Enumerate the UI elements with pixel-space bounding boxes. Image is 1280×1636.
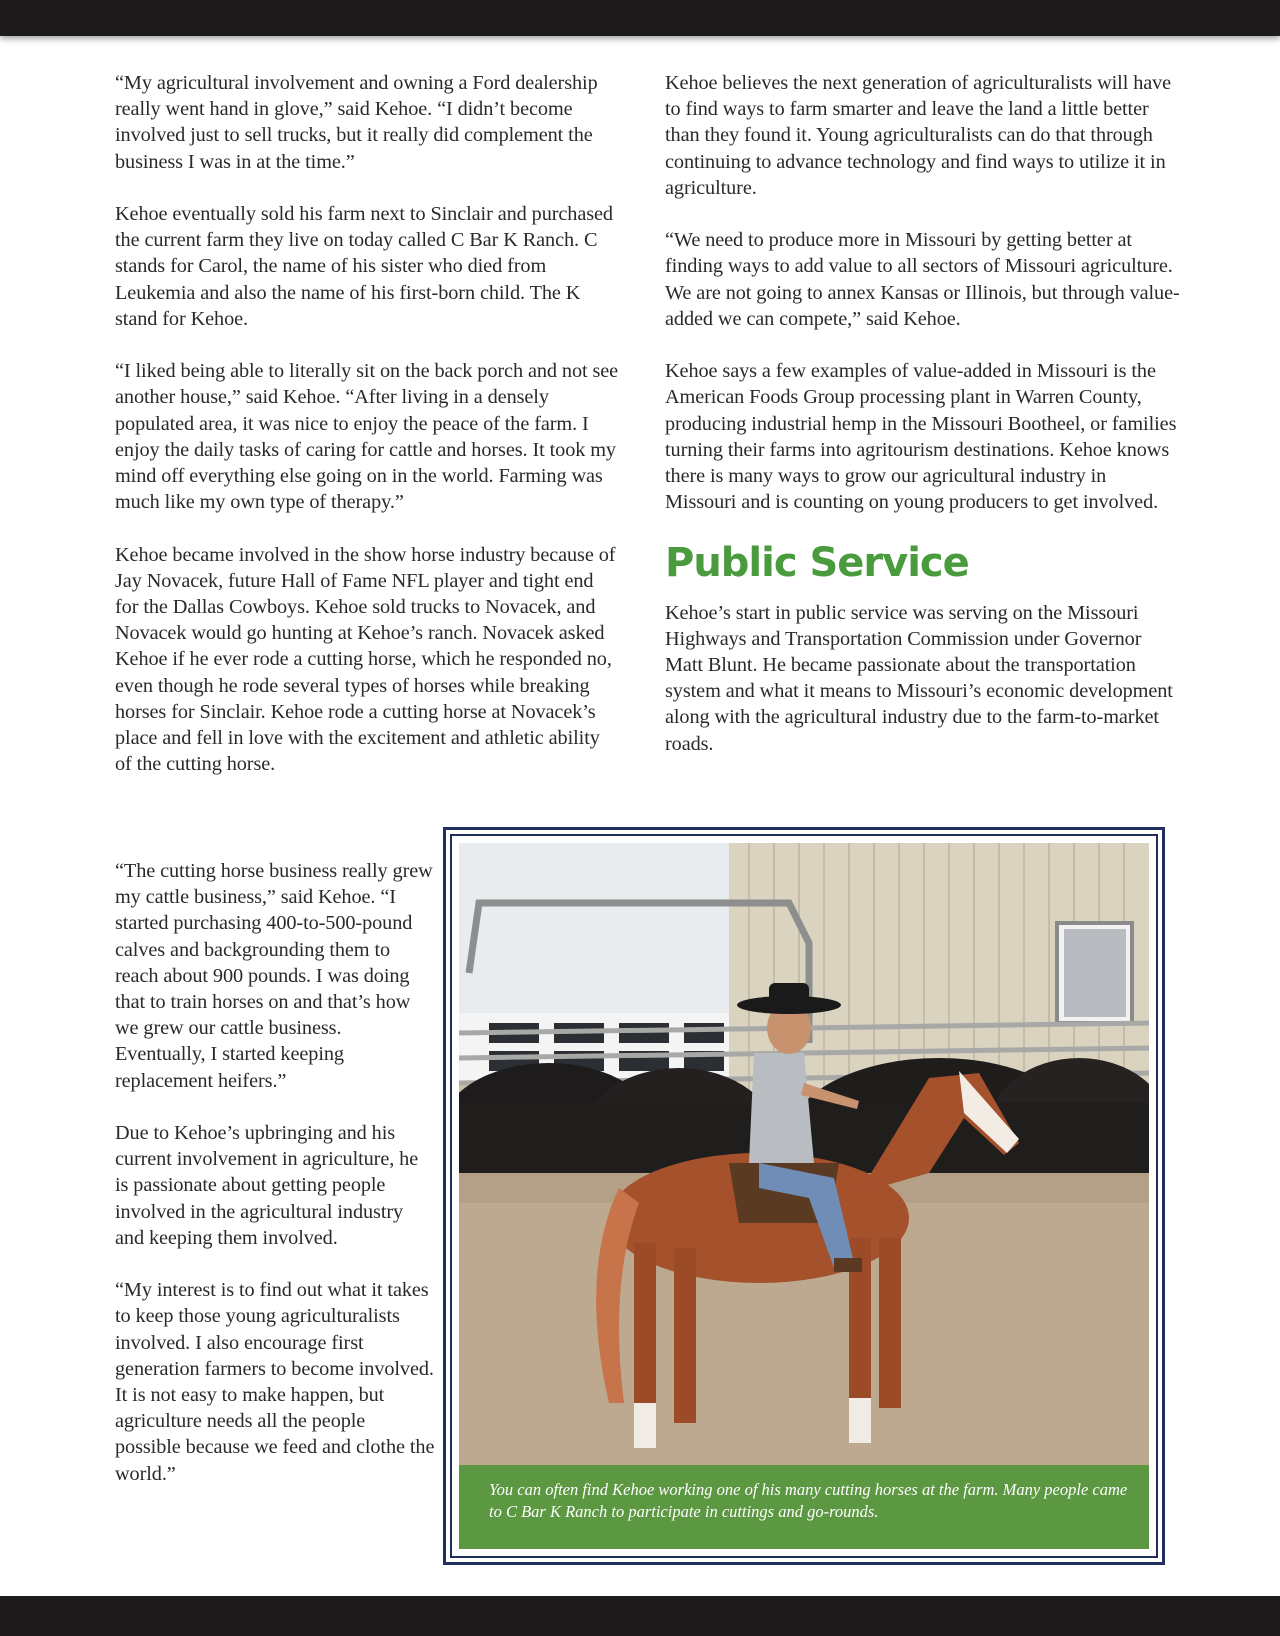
left-column (115, 70, 620, 804)
right-column (665, 70, 1180, 783)
horse-rider-illustration (459, 843, 1149, 1549)
bottom-bar (0, 1596, 1280, 1636)
paragraph: Kehoe eventually sold his farm next to Sinclair and purchased the current farm they live on today called C Bar K Ranch. C stands for Carol, the name of his sister who died from Leukemia and also the name of his first-born child. The K stand for Kehoe. (115, 203, 613, 330)
paragraph: Kehoe believes the next generation of agriculturalists will have to find ways to farm smarter and leave the land a little better than they found it. Young agriculturalists can do that through continuing to advance technology and find ways to utilize it in agriculture. (665, 72, 1172, 199)
paragraph: “We need to produce more in Missouri by getting better at finding ways to add value to all sectors of Missouri agriculture. We are not going to annex Kansas or Illinois, but through value-added we can compete,” said Kehoe. (665, 229, 1180, 330)
paragraph: “The cutting horse business really grew my cattle business,” said Kehoe. “I started purchasing 400-to-500-pound calves and backgrounding them to reach about 900 pounds. I was doing that to train horses on and that’s how we grew our cattle business. Eventually, I started keeping replacement heifers.” (115, 860, 433, 1092)
paragraph: Kehoe became involved in the show horse industry because of Jay Novacek, future Hall of Fame NFL player and tight end for the Dallas Cowboys. Kehoe sold trucks to Novacek, and Novacek would go hunting at Kehoe’s ranch. Novacek asked Kehoe if he ever rode a cutting horse, which he responded no, even though he rode several types of horses while breaking horses for Sinclair. Kehoe rode a cutting horse at Novacek’s place and fell in love with the excitement and athletic ability of the cutting horse. (115, 543, 616, 776)
ranch-photo (459, 843, 1149, 1549)
left-narrow-column (115, 858, 435, 1513)
paragraph: Due to Kehoe’s upbringing and his current involvement in agriculture, he is passionate about getting people involved in the agricultural industry and keeping them involved. (115, 1122, 419, 1249)
paragraph: “My agricultural involvement and owning a Ford dealership really went hand in glove,” said Kehoe. “I didn’t become involved just to sell trucks, but it really did complement the business I was in at the time.” (115, 72, 598, 173)
photo-frame (443, 827, 1165, 1565)
section-heading: Public Service (665, 539, 969, 586)
paragraph: Kehoe says a few examples of value-added in Missouri is the American Foods Group processing plant in Warren County, producing industrial hemp in the Missouri Bootheel, or families turning their farms into agritourism destinations. Kehoe knows there is many ways to grow our agricultural industry in Missouri and is counting on young producers to get involved. (665, 360, 1177, 514)
paragraph: Kehoe’s start in public service was serving on the Missouri Highways and Transportation Commission under Governor Matt Blunt. He became passionate about the transportation system and what it means to Missouri’s economic development along with the agricultural industry due to the farm-to-market roads. (665, 601, 1173, 755)
photo-caption-band (459, 1465, 1149, 1549)
photo-caption: You can often find Kehoe working one of his many cutting horses at the farm. Many people came to C Bar K Ranch to participate in cuttings and go-rounds. (489, 1480, 1128, 1521)
paragraph: “My interest is to find out what it takes to keep those young agriculturalists involved. I also encourage first generation farmers to become involved. It is not easy to make happen, but agriculture needs all the people possible because we feed and clothe the world.” (115, 1279, 435, 1485)
top-bar (0, 0, 1280, 36)
paragraph: “I liked being able to literally sit on the back porch and not see another house,” said Kehoe. “After living in a densely populated area, it was nice to enjoy the peace of the farm. I enjoy the daily tasks of caring for cattle and horses. It took my mind off everything else going on in the world. Farming was much like my own type of therapy.” (115, 360, 619, 514)
